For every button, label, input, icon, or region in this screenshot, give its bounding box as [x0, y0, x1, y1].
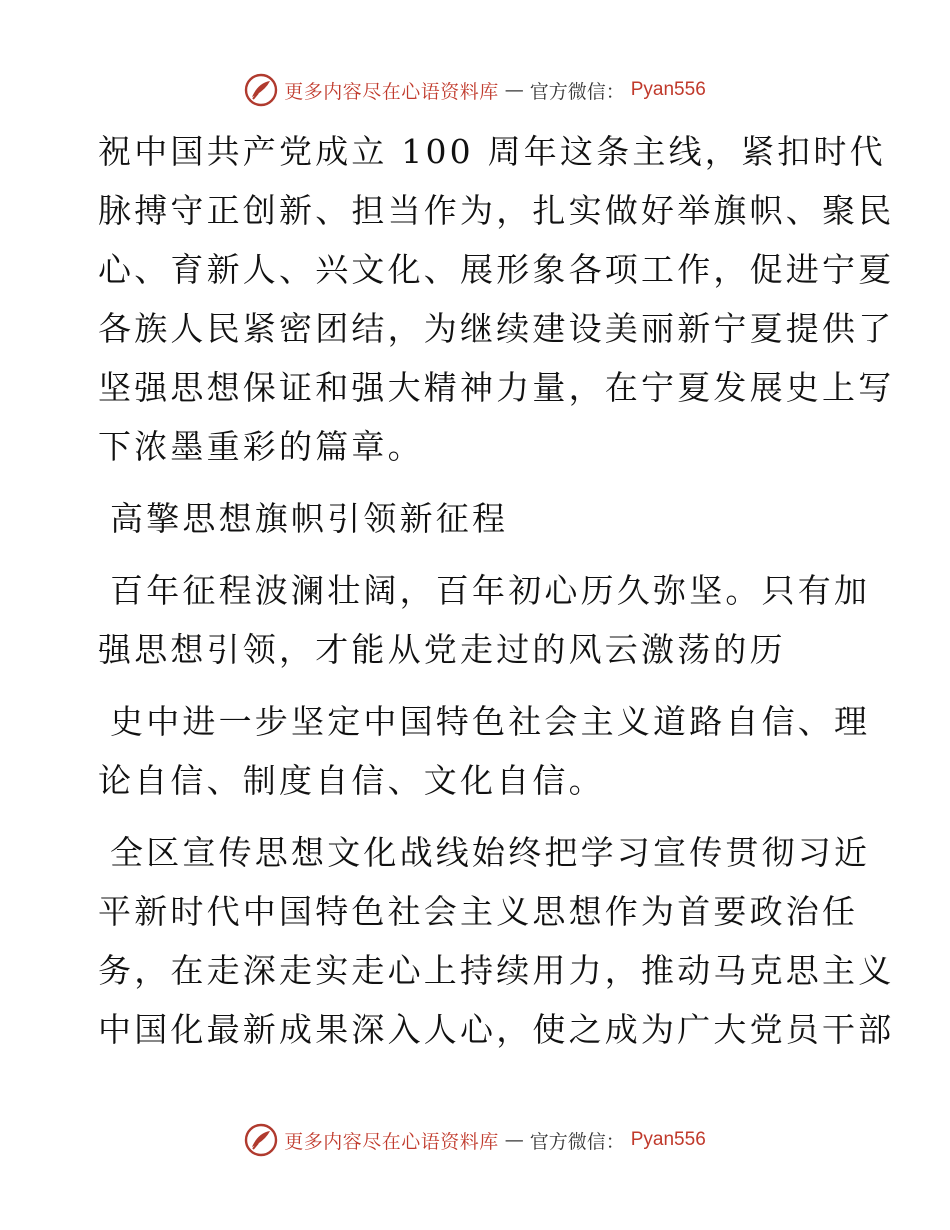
text-line: 全区宣传思想文化战线始终把学习宣传贯彻习近: [110, 833, 871, 872]
heading-text: 高擎思想旗帜引领新征程: [110, 499, 509, 538]
header-wechat-account: Pyan556: [630, 79, 706, 100]
paragraph-1: [98, 122, 895, 476]
pen-logo-icon: [244, 1123, 278, 1157]
footer-separator: —: [504, 1129, 524, 1151]
header-banner-inner: [244, 73, 706, 107]
paragraph-gap: [98, 476, 858, 489]
text-line: 平新时代中国特色社会主义思想作为首要政治任: [98, 892, 859, 931]
paragraph-4: [98, 823, 895, 1059]
text-line: 强思想引领，才能从党走过的风云激荡的历: [98, 630, 786, 669]
footer-banner: [0, 1120, 950, 1160]
text-line: 务，在走深走实走心上持续用力，推动马克思主义: [98, 951, 895, 990]
text-line: 论自信、制度自信、文化自信。: [98, 761, 605, 800]
section-heading: [98, 489, 858, 548]
footer-wechat-label: 官方微信：: [529, 1130, 625, 1153]
paragraph-gap: [98, 679, 858, 692]
header-separator: —: [504, 79, 524, 101]
header-site-text: 更多内容尽在心语资料库: [284, 80, 499, 103]
text-line: 史中进一步坚定中国特色社会主义道路自信、理: [110, 702, 871, 741]
text-line: 下浓墨重彩的篇章。: [98, 427, 424, 466]
paragraph-2: [98, 561, 871, 679]
footer-site-text: 更多内容尽在心语资料库: [284, 1130, 499, 1153]
text-line: 脉搏守正创新、担当作为，扎实做好举旗帜、聚民: [98, 191, 895, 230]
text-line: 祝中国共产党成立 100 周年这条主线，紧扣时代: [98, 132, 886, 171]
footer-wechat-account: Pyan556: [630, 1129, 706, 1150]
text-line: 心、育新人、兴文化、展形象各项工作，促进宁夏: [98, 250, 895, 289]
pen-logo-icon: [244, 73, 278, 107]
paragraph-gap: [98, 810, 858, 823]
text-line: 中国化最新成果深入人心，使之成为广大党员干部: [98, 1010, 895, 1049]
paragraph-3: [98, 692, 871, 810]
header-wechat-label: 官方微信：: [529, 80, 625, 103]
header-banner: [0, 70, 950, 110]
text-line: 坚强思想保证和强大精神力量，在宁夏发展史上写: [98, 368, 895, 407]
footer-banner-inner: [244, 1123, 706, 1157]
document-body: [98, 122, 895, 1059]
text-line: 各族人民紧密团结，为继续建设美丽新宁夏提供了: [98, 309, 895, 348]
paragraph-gap: [98, 548, 858, 561]
text-line: 百年征程波澜壮阔，百年初心历久弥坚。只有加: [110, 571, 871, 610]
